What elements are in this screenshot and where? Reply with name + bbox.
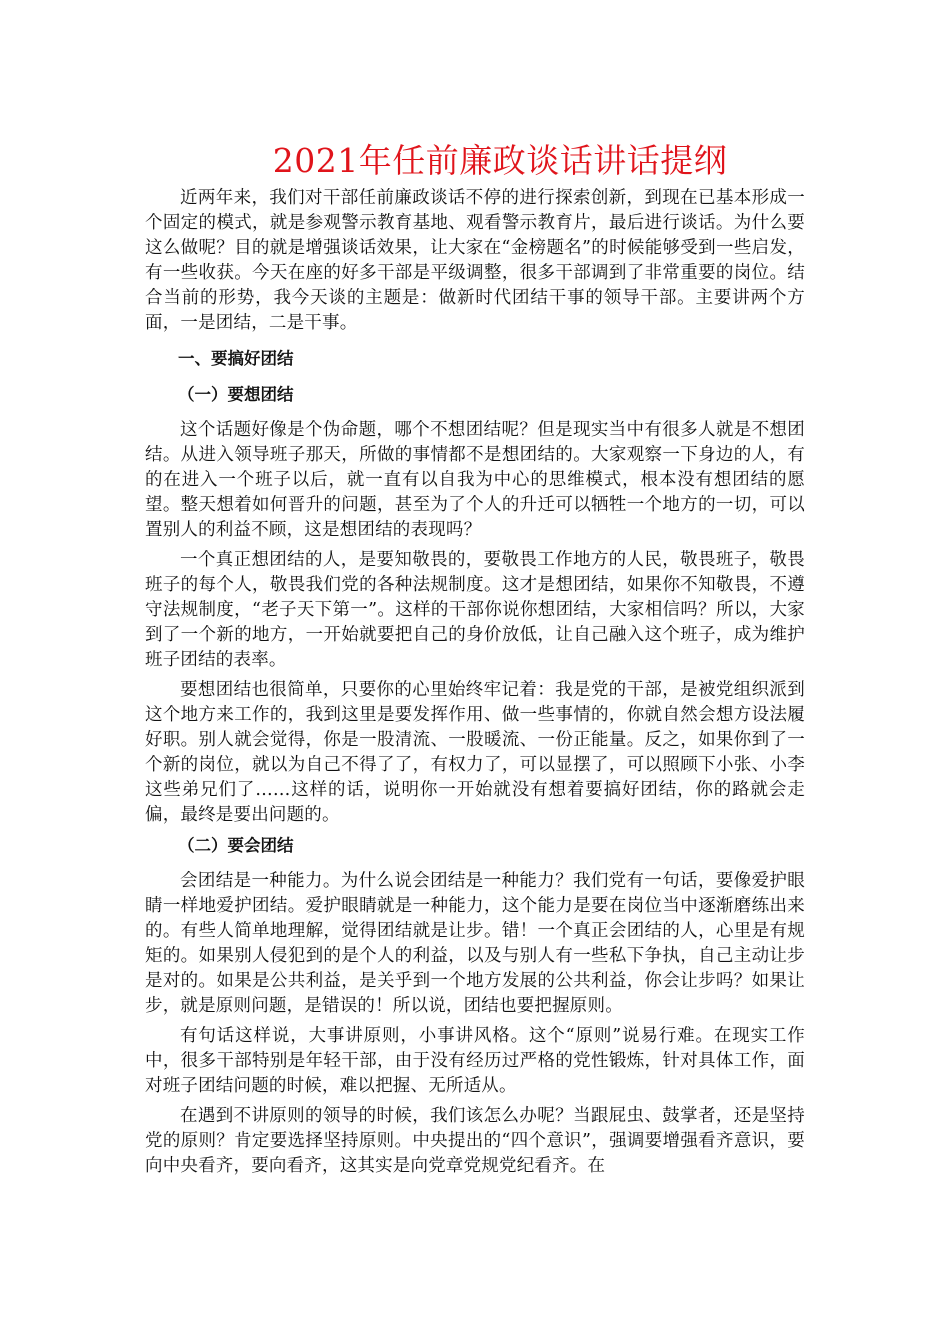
- paragraph-1: 这个话题好像是个伪命题，哪个不想团结呢？但是现实当中有很多人就是不想团结。从进入领导班子那天，所做的事情都不是想团结的。大家观察一下身边的人，有的在进入一个班子以后，就一直有以自我为中心的思维模式，根本没有想团结的愿望。整天想着如何晋升的问题，甚至为了个人的升迁可以牺牲一个地方的一切，可以置别人的利益不顾，这是想团结的表现吗？: [145, 420, 805, 540]
- paragraph-4: 会团结是一种能力。为什么说会团结是一种能力？我们党有一句话，要像爱护眼睛一样地爱护团结。爱护眼睛就是一种能力，这个能力是要在岗位当中逐渐磨练出来的。有些人简单地理解，觉得团结就是让步。错！一个真正会团结的人，心里是有规矩的。如果别人侵犯到的是个人的利益，以及与别人有一些私下争执，自己主动让步是对的。如果是公共利益，是关乎到一个地方发展的公共利益，你会让步吗？如果让步，就是原则问题，是错误的！所以说，团结也要把握原则。: [145, 871, 805, 1016]
- document-title: 2021年任前廉政谈话讲话提纲: [272, 141, 728, 180]
- paragraph-2: 一个真正想团结的人，是要知敬畏的，要敬畏工作地方的人民，敬畏班子，敬畏班子的每个人，敬畏我们党的各种法规制度。这才是想团结，如果你不知敬畏，不遵守法规制度，“老子天下第一”。这样的干部你说你想团结，大家相信吗？所以，大家到了一个新的地方，一开始就要把自己的身价放低，让自己融入这个班子，成为维护班子团结的表率。: [145, 550, 805, 670]
- section-heading-1: 一、要搞好团结: [178, 349, 294, 368]
- subsection-heading-1: （一）要想团结: [178, 385, 294, 404]
- paragraph-6: 在遇到不讲原则的领导的时候，我们该怎么办呢？当跟屁虫、鼓掌者，还是坚持党的原则？肯定要选择坚持原则。中央提出的“四个意识”，强调要增强看齐意识，要向中央看齐，要向看齐，这其实是向党章党规党纪看齐。在: [145, 1106, 805, 1176]
- subsection-heading-2: （二）要会团结: [178, 836, 294, 855]
- document-body: [145, 186, 805, 1184]
- paragraph-3: 要想团结也很简单，只要你的心里始终牢记着：我是党的干部，是被党组织派到这个地方来工作的，我到这里是要发挥作用、做一些事情的，你就自然会想方设法履好职。别人就会觉得，你是一股清流、一股暖流、一份正能量。反之，如果你到了一个新的岗位，就以为自己不得了了，有权力了，可以显摆了，可以照顾下小张、小李这些弟兄们了……这样的话，说明你一开始就没有想着要搞好团结，你的路就会走偏，最终是要出问题的。: [145, 680, 805, 825]
- intro-paragraph: 近两年来，我们对干部任前廉政谈话不停的进行探索创新，到现在已基本形成一个固定的模式，就是参观警示教育基地、观看警示教育片，最后进行谈话。为什么要这么做呢？目的就是增强谈话效果，让大家在“金榜题名”的时候能够受到一些启发，有一些收获。今天在座的好多干部是平级调整，很多干部调到了非常重要的岗位。结合当前的形势，我今天谈的主题是：做新时代团结干事的领导干部。主要讲两个方面，一是团结，二是干事。: [145, 188, 805, 333]
- paragraph-5: 有句话这样说，大事讲原则，小事讲风格。这个“原则”说易行难。在现实工作中，很多干部特别是年轻干部，由于没有经历过严格的党性锻炼，针对具体工作，面对班子团结问题的时候，难以把握、无所适从。: [145, 1026, 805, 1096]
